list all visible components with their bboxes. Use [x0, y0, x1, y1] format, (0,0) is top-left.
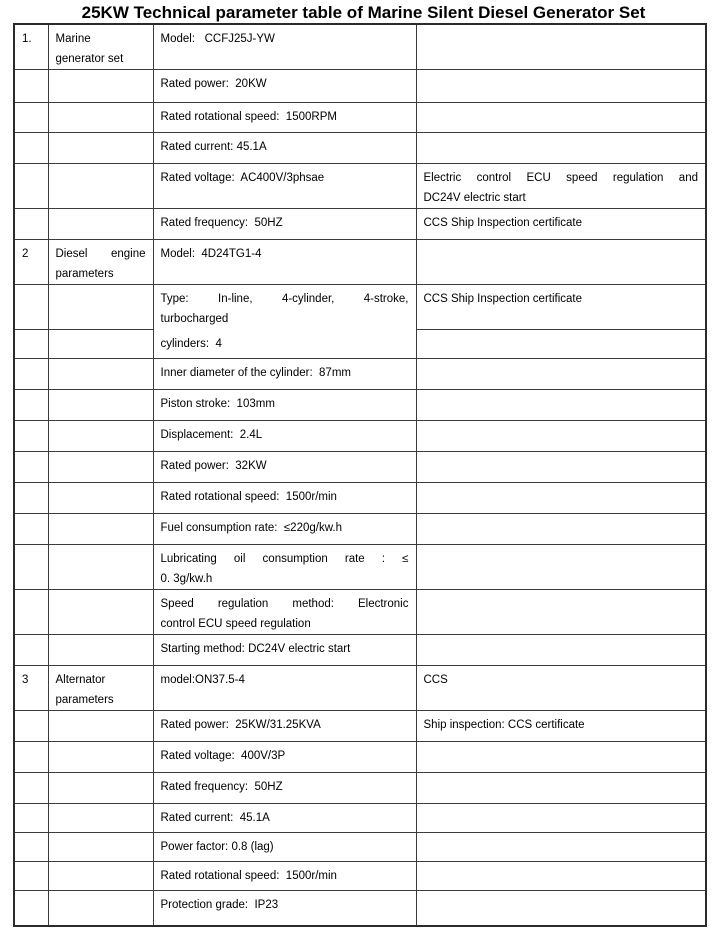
note-cell: Electric control ECU speed regulation and DC24V electric start: [416, 164, 706, 209]
parameter-cell: model:ON37.5-4: [153, 666, 416, 711]
note-cell: [416, 742, 706, 773]
row-number-cell: [14, 635, 48, 666]
category-cell: [48, 590, 153, 635]
parameter-cell: Rated voltage: 400V/3P: [153, 742, 416, 773]
row-number-cell: [14, 359, 48, 390]
row-number-cell: [14, 862, 48, 891]
note-cell: [416, 483, 706, 514]
table-row: [14, 24, 706, 70]
category-cell: [48, 164, 153, 209]
table-row: [14, 711, 706, 742]
parameter-cell: Rated power: 32KW: [153, 452, 416, 483]
category-cell: [48, 209, 153, 240]
category-cell: [48, 833, 153, 862]
parameter-cell: Rated power: 20KW: [153, 70, 416, 103]
row-number-cell: 1.: [14, 24, 48, 70]
table-row: [14, 862, 706, 891]
table-row: [14, 70, 706, 103]
parameter-cell: Rated rotational speed: 1500r/min: [153, 483, 416, 514]
category-cell: [48, 359, 153, 390]
row-number-cell: [14, 483, 48, 514]
parameter-cell: Displacement: 2.4L: [153, 421, 416, 452]
row-number-cell: [14, 70, 48, 103]
category-cell: [48, 711, 153, 742]
note-cell: [416, 635, 706, 666]
table-row: [14, 164, 706, 209]
row-number-cell: [14, 804, 48, 833]
note-cell: Ship inspection: CCS certificate: [416, 711, 706, 742]
note-cell: [416, 359, 706, 390]
table-row: [14, 666, 706, 711]
category-cell: [48, 514, 153, 545]
parameter-table: [13, 23, 707, 927]
parameter-cell: Rated rotational speed: 1500RPM: [153, 103, 416, 133]
category-cell: Diesel engine parameters: [48, 240, 153, 285]
category-cell: [48, 483, 153, 514]
row-number-cell: [14, 545, 48, 590]
note-cell: [416, 833, 706, 862]
parameter-cell: Power factor: 0.8 (lag): [153, 833, 416, 862]
note-cell: CCS Ship Inspection certificate: [416, 285, 706, 330]
category-cell: [48, 70, 153, 103]
table-row: [14, 891, 706, 926]
table-row: [14, 421, 706, 452]
parameter-cell: Type: In-line, 4-cylinder, 4-stroke, turbocharged: [153, 285, 416, 330]
row-number-cell: [14, 711, 48, 742]
category-cell: [48, 773, 153, 804]
table-row: [14, 483, 706, 514]
row-number-cell: [14, 773, 48, 804]
row-number-cell: [14, 390, 48, 421]
table-row: [14, 742, 706, 773]
parameter-cell: Piston stroke: 103mm: [153, 390, 416, 421]
category-cell: [48, 390, 153, 421]
parameter-cell: Rated current: 45.1A: [153, 804, 416, 833]
note-cell: [416, 24, 706, 70]
note-cell: [416, 590, 706, 635]
category-cell: [48, 103, 153, 133]
table-row: [14, 133, 706, 164]
note-cell: [416, 804, 706, 833]
note-cell: [416, 133, 706, 164]
note-cell: [416, 862, 706, 891]
note-cell: CCS Ship Inspection certificate: [416, 209, 706, 240]
row-number-cell: [14, 209, 48, 240]
category-cell: [48, 330, 153, 359]
category-cell: [48, 421, 153, 452]
parameter-cell: Model: 4D24TG1-4: [153, 240, 416, 285]
table-row: [14, 804, 706, 833]
note-cell: [416, 70, 706, 103]
note-cell: [416, 891, 706, 926]
row-number-cell: [14, 891, 48, 926]
row-number-cell: 2: [14, 240, 48, 285]
note-cell: [416, 452, 706, 483]
category-cell: Alternator parameters: [48, 666, 153, 711]
parameter-cell: Lubricating oil consumption rate : ≤ 0. 3g/kw.h: [153, 545, 416, 590]
parameter-cell: Speed regulation method: Electronic control ECU speed regulation: [153, 590, 416, 635]
table-row: [14, 590, 706, 635]
category-cell: [48, 804, 153, 833]
parameter-cell: Protection grade: IP23: [153, 891, 416, 926]
row-number-cell: [14, 590, 48, 635]
category-cell: [48, 133, 153, 164]
table-row: [14, 359, 706, 390]
row-number-cell: [14, 164, 48, 209]
table-row: [14, 285, 706, 330]
parameter-cell: Rated power: 25KW/31.25KVA: [153, 711, 416, 742]
row-number-cell: [14, 285, 48, 330]
parameter-cell: cylinders: 4: [153, 330, 416, 359]
category-cell: Marine generator set: [48, 24, 153, 70]
note-cell: [416, 330, 706, 359]
note-cell: CCS: [416, 666, 706, 711]
table-row: [14, 833, 706, 862]
table-row: [14, 452, 706, 483]
parameter-cell: Rated frequency: 50HZ: [153, 209, 416, 240]
table-row: [14, 514, 706, 545]
note-cell: [416, 421, 706, 452]
row-number-cell: [14, 742, 48, 773]
document-title: 25KW Technical parameter table of Marine Silent Diesel Generator Set: [81, 3, 646, 22]
table-row: [14, 545, 706, 590]
category-cell: [48, 285, 153, 330]
parameter-cell: Rated rotational speed: 1500r/min: [153, 862, 416, 891]
category-cell: [48, 891, 153, 926]
table-row: [14, 390, 706, 421]
note-cell: [416, 103, 706, 133]
table-row: [14, 209, 706, 240]
row-number-cell: [14, 452, 48, 483]
parameter-cell: Fuel consumption rate: ≤220g/kw.h: [153, 514, 416, 545]
parameter-cell: Rated frequency: 50HZ: [153, 773, 416, 804]
parameter-cell: Rated current: 45.1A: [153, 133, 416, 164]
parameter-cell: Model: CCFJ25J-YW: [153, 24, 416, 70]
note-cell: [416, 514, 706, 545]
row-number-cell: [14, 833, 48, 862]
table-row: [14, 635, 706, 666]
row-number-cell: [14, 421, 48, 452]
table-row: [14, 240, 706, 285]
parameter-cell: Starting method: DC24V electric start: [153, 635, 416, 666]
category-cell: [48, 742, 153, 773]
table-row: [14, 330, 706, 359]
category-cell: [48, 635, 153, 666]
parameter-cell: Rated voltage: AC400V/3phsae: [153, 164, 416, 209]
table-row: [14, 773, 706, 804]
category-cell: [48, 545, 153, 590]
row-number-cell: [14, 330, 48, 359]
parameter-cell: Inner diameter of the cylinder: 87mm: [153, 359, 416, 390]
category-cell: [48, 862, 153, 891]
category-cell: [48, 452, 153, 483]
row-number-cell: 3: [14, 666, 48, 711]
note-cell: [416, 390, 706, 421]
row-number-cell: [14, 514, 48, 545]
note-cell: [416, 545, 706, 590]
note-cell: [416, 773, 706, 804]
row-number-cell: [14, 103, 48, 133]
note-cell: [416, 240, 706, 285]
table-row: [14, 103, 706, 133]
row-number-cell: [14, 133, 48, 164]
